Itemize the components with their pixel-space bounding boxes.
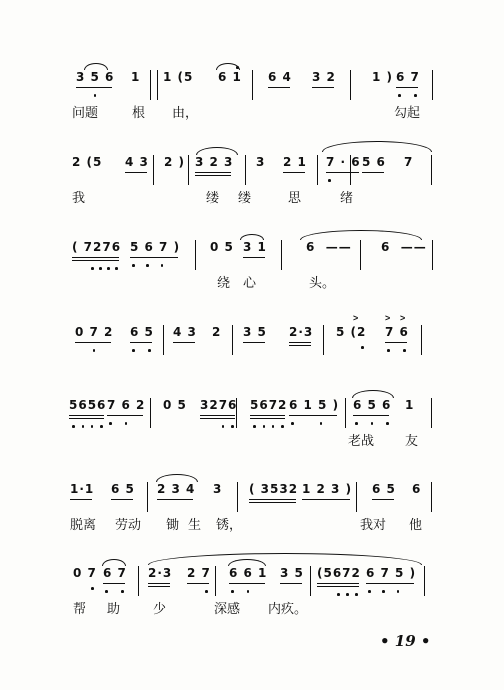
lyric-text: 思 <box>288 191 302 206</box>
underline-beam <box>130 342 152 343</box>
note-group: 3 2 3 <box>195 155 234 169</box>
underline-beam <box>385 342 407 343</box>
note-group: 4 3 <box>173 325 197 339</box>
low-octave-dot <box>231 425 234 428</box>
note-group: 5 (2 <box>336 325 367 339</box>
note-group: ( 3532 <box>249 482 299 496</box>
note-group: 2 <box>212 325 222 339</box>
underline-beam <box>317 583 359 584</box>
note-group: 6 7 5 ) <box>366 566 417 580</box>
underline-beam <box>200 415 235 416</box>
lyric-text: 头。 <box>309 276 336 291</box>
low-octave-dot <box>105 590 108 593</box>
underline-beam <box>326 172 359 173</box>
underline-beam <box>69 418 104 419</box>
underline-beam <box>157 499 193 500</box>
low-octave-dot <box>355 593 358 596</box>
score-line-3 <box>0 240 504 330</box>
note-group: 1 <box>131 70 141 84</box>
note-group: 6 4 <box>268 70 292 84</box>
underline-beam <box>268 87 290 88</box>
low-octave-dot <box>109 422 112 425</box>
note-group: 5 6 7 ) <box>130 240 181 254</box>
underline-beam <box>187 583 209 584</box>
note-group: 5 6 <box>362 155 386 169</box>
note-group: 3 <box>213 482 223 496</box>
low-octave-dot <box>231 590 234 593</box>
low-octave-dot <box>263 425 266 428</box>
underline-beam <box>69 415 104 416</box>
score-line-1 <box>0 70 504 160</box>
note-group: 6 <box>412 482 422 496</box>
low-octave-dot <box>161 264 164 267</box>
underline-beam <box>302 499 350 500</box>
note-group: 6 1 <box>218 70 242 84</box>
lyric-text: 我对 <box>360 518 387 533</box>
low-octave-dot <box>132 349 135 352</box>
underline-beam <box>103 583 125 584</box>
lyric-text: 助 <box>107 602 121 617</box>
lyric-text: 心 <box>243 276 257 291</box>
note-group: 2 3 4 <box>157 482 196 496</box>
underline-beam <box>396 87 418 88</box>
underline-beam <box>229 583 265 584</box>
low-octave-dot <box>403 349 406 352</box>
underline-beam <box>70 499 92 500</box>
note-group: 0 5 <box>210 240 234 254</box>
note-group: 5656 <box>69 398 107 412</box>
low-octave-dot <box>387 349 390 352</box>
low-octave-dot <box>91 267 94 270</box>
low-octave-dot <box>222 425 225 428</box>
lyric-text: 劳动 <box>115 518 142 533</box>
low-octave-dot <box>291 422 294 425</box>
low-octave-dot <box>272 425 275 428</box>
note-group: 7 · 6 <box>326 155 361 169</box>
underline-beam <box>111 499 133 500</box>
underline-beam <box>289 415 337 416</box>
page-number: • 19 • <box>380 632 431 650</box>
lyric-text: 脱离 <box>70 518 97 533</box>
note-group: 1 ) <box>372 70 394 84</box>
underline-beam <box>372 499 394 500</box>
note-group: 6 5 <box>372 482 396 496</box>
note-group: 3276 <box>200 398 238 412</box>
note-group: 6 7 <box>103 566 127 580</box>
underline-beam <box>173 342 195 343</box>
low-octave-dot <box>93 349 96 352</box>
score-line-5 <box>0 398 504 488</box>
underline-beam <box>107 415 143 416</box>
note-group: 6 5 <box>111 482 135 496</box>
underline-beam <box>243 257 265 258</box>
underline-beam <box>243 342 265 343</box>
note-group: 1 (5 <box>163 70 194 84</box>
lyric-text: 由， <box>172 106 199 121</box>
low-octave-dot <box>355 422 358 425</box>
low-octave-dot <box>371 422 374 425</box>
low-octave-dot <box>382 590 385 593</box>
underline-beam <box>72 257 119 258</box>
lyric-text: 我 <box>72 191 86 206</box>
note-group: 6 7 <box>396 70 420 84</box>
low-octave-dot <box>91 587 94 590</box>
note-group: 0 5 <box>163 398 187 412</box>
low-octave-dot <box>100 425 103 428</box>
note-group: 1·1 <box>70 482 95 496</box>
underline-beam <box>125 172 147 173</box>
underline-beam <box>317 586 359 587</box>
underline-beam <box>130 257 178 258</box>
low-octave-dot <box>320 422 323 425</box>
note-group: 6 1 5 ) <box>289 398 340 412</box>
underline-beam <box>249 499 296 500</box>
low-octave-dot <box>386 422 389 425</box>
lyric-text: 友 <box>405 434 419 449</box>
low-octave-dot <box>361 346 364 349</box>
note-group: 3 5 <box>280 566 304 580</box>
underline-beam <box>283 172 305 173</box>
note-group: 2·3 <box>289 325 314 339</box>
lyric-text: 深感 <box>214 602 241 617</box>
lyric-text: 老战 <box>348 434 375 449</box>
low-octave-dot <box>132 264 135 267</box>
low-octave-dot <box>91 425 94 428</box>
underline-beam <box>280 583 302 584</box>
note-group: 2 7 <box>187 566 211 580</box>
underline-beam <box>250 415 285 416</box>
low-octave-dot <box>328 179 331 182</box>
note-group: 4 3 <box>125 155 149 169</box>
low-octave-dot <box>281 425 284 428</box>
low-octave-dot <box>397 590 400 593</box>
low-octave-dot <box>146 264 149 267</box>
score-line-4: > > > 0 7 2 6 5 4 3 2 3 5 2·3 5 (2 7 6 <box>0 325 504 415</box>
low-octave-dot <box>205 590 208 593</box>
note-group: 6 —— <box>306 240 352 254</box>
note-group: 2 ) <box>164 155 186 169</box>
low-octave-dot <box>148 349 151 352</box>
underline-beam <box>249 502 296 503</box>
lyric-text: 绕 <box>217 276 231 291</box>
note-group: 3 5 <box>243 325 267 339</box>
underline-beam <box>195 172 231 173</box>
low-octave-dot <box>82 425 85 428</box>
note-group: 2 (5 <box>72 155 103 169</box>
underline-beam <box>75 342 111 343</box>
underline-beam <box>353 415 389 416</box>
score-line-2 <box>0 155 504 245</box>
lyric-text: 内疚。 <box>268 602 308 617</box>
underline-beam <box>200 418 235 419</box>
underline-beam <box>250 418 285 419</box>
low-octave-dot <box>368 590 371 593</box>
underline-beam <box>289 342 311 343</box>
note-group: 0 7 2 <box>75 325 114 339</box>
low-octave-dot <box>247 590 250 593</box>
low-octave-dot <box>337 593 340 596</box>
note-group: 7 6 <box>385 325 409 339</box>
note-group: 6 6 1 <box>229 566 268 580</box>
note-group: 0 7 <box>73 566 97 580</box>
note-group: 5672 <box>250 398 288 412</box>
note-group: 6 5 <box>130 325 154 339</box>
underline-beam <box>72 260 119 261</box>
underline-beam <box>148 586 170 587</box>
note-group: 1 2 3 ) <box>302 482 353 496</box>
low-octave-dot <box>121 590 124 593</box>
lyric-text: 他 <box>409 518 423 533</box>
lyric-text: 勾起 <box>394 106 421 121</box>
lyric-text: 锈， <box>216 518 243 533</box>
underline-beam <box>148 583 170 584</box>
lyric-text: 缕 <box>238 191 252 206</box>
low-octave-dot <box>414 94 417 97</box>
lyric-text: 问题 <box>72 106 99 121</box>
lyric-text: 锄 <box>166 518 180 533</box>
note-group: (5672 <box>317 566 361 580</box>
low-octave-dot <box>125 422 128 425</box>
note-group: 7 <box>404 155 414 169</box>
high-octave-dot <box>236 66 239 69</box>
note-group: 3 1 <box>243 240 267 254</box>
note-group: 6 —— <box>381 240 427 254</box>
lyric-text: 根 <box>132 106 146 121</box>
lyric-text: 绪 <box>340 191 354 206</box>
underline-beam <box>366 583 414 584</box>
lyric-text: 缕 <box>206 191 220 206</box>
note-group: 2 1 <box>283 155 307 169</box>
lyric-text: 少 <box>153 602 167 617</box>
low-octave-dot <box>346 593 349 596</box>
underline-beam <box>289 345 311 346</box>
low-octave-dot <box>253 425 256 428</box>
underline-beam <box>195 175 231 176</box>
note-group: 2·3 <box>148 566 173 580</box>
note-group: 3 5 6 <box>76 70 115 84</box>
low-octave-dot <box>115 267 118 270</box>
low-octave-dot <box>94 94 97 97</box>
lyric-text: 帮 <box>73 602 87 617</box>
note-group: ( 7276 <box>72 240 122 254</box>
underline-beam <box>362 172 384 173</box>
underline-beam <box>312 87 334 88</box>
low-octave-dot <box>99 267 102 270</box>
note-group: 3 <box>256 155 266 169</box>
note-group: 7 6 2 <box>107 398 146 412</box>
low-octave-dot <box>107 267 110 270</box>
note-group: 6 5 6 <box>353 398 392 412</box>
lyric-text: 生 <box>188 518 202 533</box>
note-group: 1 <box>405 398 415 412</box>
note-group: 3 2 <box>312 70 336 84</box>
low-octave-dot <box>72 425 75 428</box>
underline-beam <box>76 87 112 88</box>
low-octave-dot <box>398 94 401 97</box>
